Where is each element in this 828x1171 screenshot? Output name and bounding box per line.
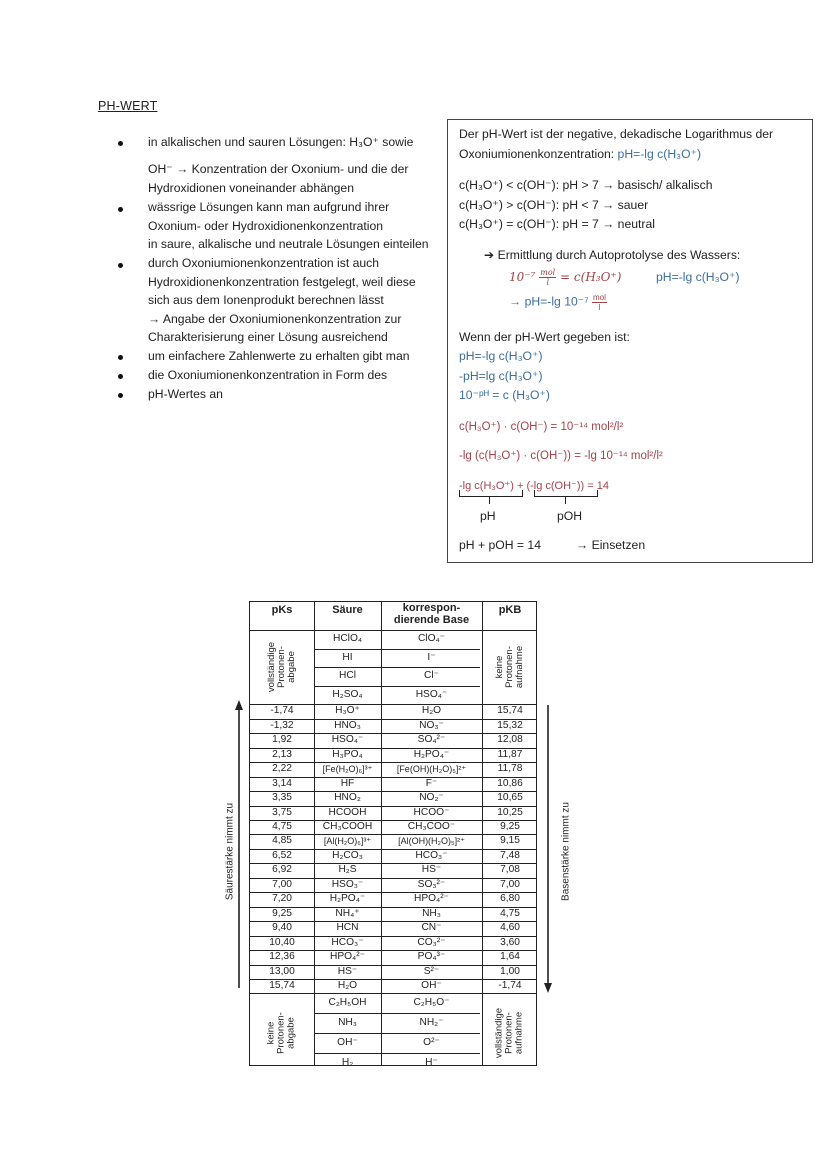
- definition-box: [447, 119, 813, 563]
- table-cell-pks: 7,00: [272, 878, 292, 890]
- ph-formula: pH=-lg c(H₃O⁺): [617, 147, 702, 161]
- autoprotolysis-equation: [509, 268, 621, 287]
- base-strength-arrow-icon: [542, 705, 554, 995]
- page-title: PH-WERT: [98, 99, 158, 113]
- table-cell-pkb: 3,60: [500, 936, 520, 948]
- table-cell-acid: H₂PO₄⁻: [329, 893, 366, 905]
- table-cell-base: CO₃²⁻: [417, 936, 446, 948]
- table-cell-pkb: 10,86: [497, 777, 523, 789]
- list-line: um einfachere Zahlenwerte zu erhalten gibt man: [148, 349, 410, 363]
- ion-product: c(H₃O⁺) · c(OH⁻) = 10⁻¹⁴ mol²/l²: [459, 421, 624, 433]
- table-cell-pkb: 4,60: [500, 922, 520, 934]
- table-cell-base: F⁻: [425, 777, 438, 789]
- brace-tick: [489, 496, 490, 504]
- bullet-dot: [118, 374, 123, 379]
- table-cell-acid: HF: [340, 777, 355, 789]
- table-cell-pkb: 7,00: [500, 878, 520, 890]
- table-cell-acid: H₂SO₄: [332, 688, 363, 700]
- table-cell-base: Cl⁻: [424, 670, 439, 682]
- case-basic: c(H₃O⁺) < c(OH⁻): pH > 7 → basisch/ alkalisch: [459, 178, 713, 192]
- table-cell-acid: HCN: [336, 922, 359, 934]
- table-cell-pks: 9,40: [272, 922, 292, 934]
- definition-line-2: [459, 147, 701, 161]
- table-cell-base: [Fe(OH)(H₂O)₅]²⁺: [396, 764, 467, 775]
- table-cell-acid: H₂S: [338, 864, 357, 876]
- table-cell-acid: H₂O: [337, 979, 358, 991]
- table-cell-base: NO₂⁻: [419, 792, 444, 804]
- ph-term: -lg c(H₃O⁺): [459, 480, 514, 492]
- ph-result: [509, 293, 607, 312]
- table-cell-pkb: 6,80: [500, 893, 520, 905]
- list-line: pH-Wertes an: [148, 387, 223, 401]
- header-base: korrespon- dierende Base: [393, 602, 470, 626]
- table-cell-pks: 4,75: [272, 821, 292, 832]
- table-cell-pkb: 9,25: [500, 821, 520, 832]
- table-cell-base: CN⁻: [421, 922, 442, 934]
- table-cell-pks: -1,32: [270, 719, 294, 731]
- section-label: keine Protonen- aufnahme: [493, 646, 525, 689]
- bullet-dot: [118, 355, 123, 360]
- poh-label: pOH: [557, 509, 583, 523]
- table-cell-pks: 1,92: [272, 734, 292, 746]
- frac-num: mol: [540, 268, 556, 277]
- bullet-dot: [118, 393, 123, 398]
- base-strength-label: Basenstärke nimmt zu: [560, 802, 572, 901]
- definition-line-1: Der pH-Wert ist der negative, dekadische Logarithmus der: [459, 127, 774, 141]
- table-cell-acid: HI: [342, 651, 353, 663]
- table-cell-acid: HClO₄: [332, 633, 363, 644]
- substitute-note: → Einsetzen: [576, 538, 646, 552]
- ion-product-log: -lg (c(H₃O⁺) · c(OH⁻)) = -lg 10⁻¹⁴ mol²/l²: [459, 450, 663, 462]
- table-cell-pkb: -1,74: [498, 979, 522, 991]
- table-cell-base: SO₄²⁻: [417, 734, 446, 746]
- list-line: Hydroxidionen voneinander abhängen: [148, 181, 354, 195]
- section-label: vollständige Protonen- abgabe: [266, 642, 298, 693]
- list-line: OH⁻ → Konzentration der Oxonium- und die der: [148, 162, 409, 176]
- table-cell-pks: 4,85: [272, 835, 292, 847]
- list-line: die Oxoniumionenkonzentration in Form des: [148, 368, 388, 382]
- list-line: sich aus dem Ionenprodukt berechnen lässt: [148, 293, 384, 307]
- sum-formula: pH + pOH = 14: [459, 538, 541, 552]
- table-cell-acid: H₂: [341, 1056, 354, 1068]
- acid-strength-arrow-icon: [233, 700, 245, 990]
- table-cell-pkb: 1,00: [500, 965, 520, 977]
- table-cell-acid: [Fe(H₂O)₆]³⁺: [322, 764, 373, 775]
- table-cell-pkb: 7,08: [500, 864, 520, 876]
- poh-brace: [534, 490, 598, 497]
- table-cell-base: HSO₄⁻: [415, 688, 448, 700]
- table-cell-pks: 6,92: [272, 864, 292, 876]
- table-cell-acid: HS⁻: [337, 965, 358, 977]
- table-cell-base: PO₄³⁻: [417, 951, 446, 963]
- table-cell-base: HS⁻: [421, 864, 442, 876]
- case-neutral: c(H₃O⁺) = c(OH⁻): pH = 7 → neutral: [459, 217, 655, 231]
- table-cell-pkb: 15,32: [497, 719, 523, 731]
- table-cell-acid: H₃O⁺: [335, 705, 360, 717]
- table-cell-pks: 7,20: [272, 893, 292, 905]
- table-cell-pks: 6,52: [272, 849, 292, 861]
- list-line: in alkalischen und sauren Lösungen: H₃O⁺ sowie: [148, 135, 414, 149]
- eq2-text: → pH=-lg 10⁻⁷: [509, 294, 589, 309]
- table-cell-base: NH₃: [422, 907, 441, 919]
- given-heading: Wenn der pH-Wert gegeben ist:: [459, 330, 630, 344]
- table-cell-pks: 9,25: [272, 907, 292, 919]
- table-cell-acid: H₃PO₄: [332, 748, 363, 760]
- ph-label: pH: [480, 509, 496, 523]
- table-cell-base: H₂PO₄⁻: [413, 748, 450, 760]
- table-cell-pks: 12,36: [269, 951, 295, 963]
- table-cell-acid: HNO₃: [334, 719, 361, 731]
- table-cell-pkb: 11,87: [497, 748, 523, 760]
- header-pkb: pKB: [498, 604, 522, 616]
- table-cell-acid: HCO₃⁻: [331, 936, 364, 948]
- section-label: keine Protonen- abgabe: [266, 1012, 297, 1054]
- table-cell-acid: HSO₄⁻: [331, 734, 364, 746]
- table-cell-pkb: 7,48: [500, 849, 520, 861]
- table-cell-base: HPO₄²⁻: [413, 893, 449, 905]
- table-cell-acid: HCl: [339, 670, 356, 682]
- list-line: Charakterisierung einer Lösung ausreichend: [148, 330, 388, 344]
- table-cell-pkb: 11,78: [497, 763, 523, 775]
- table-cell-pks: 3,14: [272, 777, 292, 789]
- ph-formula-right: pH=-lg c(H₃O⁺): [656, 270, 740, 284]
- table-cell-pkb: 1,64: [500, 951, 520, 963]
- table-cell-acid: OH⁻: [337, 1037, 358, 1048]
- table-cell-pks: 2,22: [272, 763, 292, 775]
- table-cell-base: H⁻: [425, 1056, 438, 1068]
- table-cell-pkb: 12,08: [497, 734, 523, 746]
- brace-tick: [565, 496, 566, 504]
- eq-power: 10⁻⁷: [509, 270, 536, 284]
- unit-fraction: [539, 268, 556, 287]
- table-cell-acid: NH₃: [338, 1017, 357, 1029]
- table-cell-base: CH₃COO⁻: [407, 821, 456, 832]
- bullet-dot: [118, 207, 123, 212]
- table-cell-base: OH⁻: [421, 979, 442, 991]
- table-cell-base: I⁻: [427, 651, 436, 663]
- table-cell-pks: 2,13: [272, 748, 292, 760]
- ph-brace: [459, 490, 523, 497]
- table-cell-base: ClO₄⁻: [417, 633, 446, 644]
- bullet-dot: [118, 141, 123, 146]
- frac-den: l: [598, 303, 601, 312]
- header-pks: pKs: [271, 604, 293, 616]
- header-acid: Säure: [332, 604, 363, 616]
- table-cell-base: O²⁻: [423, 1037, 440, 1048]
- bullet-dot: [118, 263, 123, 268]
- list-line: Hydroxidionenkonzentration festgelegt, weil diese: [148, 275, 416, 289]
- table-cell-pks: 15,74: [269, 979, 295, 991]
- table-cell-acid: HNO₂: [334, 792, 361, 804]
- case-acidic: c(H₃O⁺) > c(OH⁻): pH < 7 → sauer: [459, 198, 649, 212]
- list-line: in saure, alkalische und neutrale Lösungen einteilen: [148, 237, 429, 251]
- table-cell-pks: 13,00: [269, 965, 295, 977]
- eq-rhs: = c(H₃O⁺): [560, 270, 622, 284]
- list-line: → Angabe der Oxoniumionenkonzentration zur: [148, 312, 402, 326]
- table-cell-base: SO₃²⁻: [417, 878, 446, 890]
- table-cell-pks: 10,40: [269, 936, 295, 948]
- given-step-3: 10⁻ᵖᴴ = c (H₃O⁺): [459, 388, 550, 402]
- list-line: Oxonium- oder Hydroxidionenkonzentration: [148, 219, 384, 233]
- table-cell-acid: HPO₄²⁻: [329, 951, 365, 963]
- table-cell-pkb: 15,74: [497, 705, 523, 717]
- table-cell-acid: C₂H₅OH: [328, 997, 367, 1009]
- table-cell-acid: HCOOH: [328, 806, 367, 818]
- section-label: vollständige Protonen- aufnahme: [493, 1007, 525, 1059]
- list-line: durch Oxoniumionenkonzentration ist auch: [148, 256, 380, 270]
- table-cell-acid: CH₃COOH: [322, 821, 373, 832]
- table-cell-pkb: 10,65: [497, 792, 523, 804]
- acid-base-table: [249, 601, 537, 1066]
- table-cell-pks: -1,74: [270, 705, 294, 717]
- table-cell-pks: 3,35: [272, 792, 292, 804]
- table-cell-base: C₂H₅O⁻: [413, 997, 450, 1009]
- table-cell-base: [Al(OH)(H₂O)₅]²⁺: [398, 836, 465, 847]
- table-cell-base: HCO₃⁻: [415, 849, 448, 861]
- unit-fraction: [592, 293, 607, 312]
- poh-term: + (-lg c(OH⁻)): [516, 480, 585, 492]
- frac-num: mol: [593, 293, 606, 302]
- table-cell-base: NH₂⁻: [419, 1017, 444, 1029]
- table-cell-base: H₂O: [421, 705, 442, 717]
- table-cell-pks: 3,75: [272, 806, 292, 818]
- table-cell-acid: [Al(H₂O)₆]³⁺: [323, 836, 372, 847]
- list-line: wässrige Lösungen kann man aufgrund ihrer: [148, 200, 390, 214]
- frac-den: l: [546, 278, 550, 287]
- equals-14: = 14: [587, 480, 609, 492]
- definition-text: Oxoniumionenkonzentration:: [459, 147, 618, 161]
- table-cell-pkb: 10,25: [497, 806, 523, 818]
- table-cell-base: NO₃⁻: [419, 719, 444, 731]
- given-step-1: pH=-lg c(H₃O⁺): [459, 349, 543, 363]
- table-cell-pkb: 4,75: [500, 907, 520, 919]
- table-cell-pkb: 9,15: [500, 835, 520, 847]
- table-cell-base: HCOO⁻: [413, 806, 450, 818]
- table-cell-acid: HSO₃⁻: [331, 878, 364, 890]
- autoprotolysis-heading: ➔ Ermittlung durch Autoprotolyse des Wassers:: [484, 248, 741, 262]
- table-cell-acid: NH₄⁺: [335, 907, 360, 919]
- acid-strength-label: Säurestärke nimmt zu: [224, 802, 236, 901]
- table-cell-acid: H₂CO₃: [332, 849, 363, 861]
- given-step-2: -pH=lg c(H₃O⁺): [459, 369, 543, 383]
- table-cell-base: S²⁻: [423, 965, 440, 977]
